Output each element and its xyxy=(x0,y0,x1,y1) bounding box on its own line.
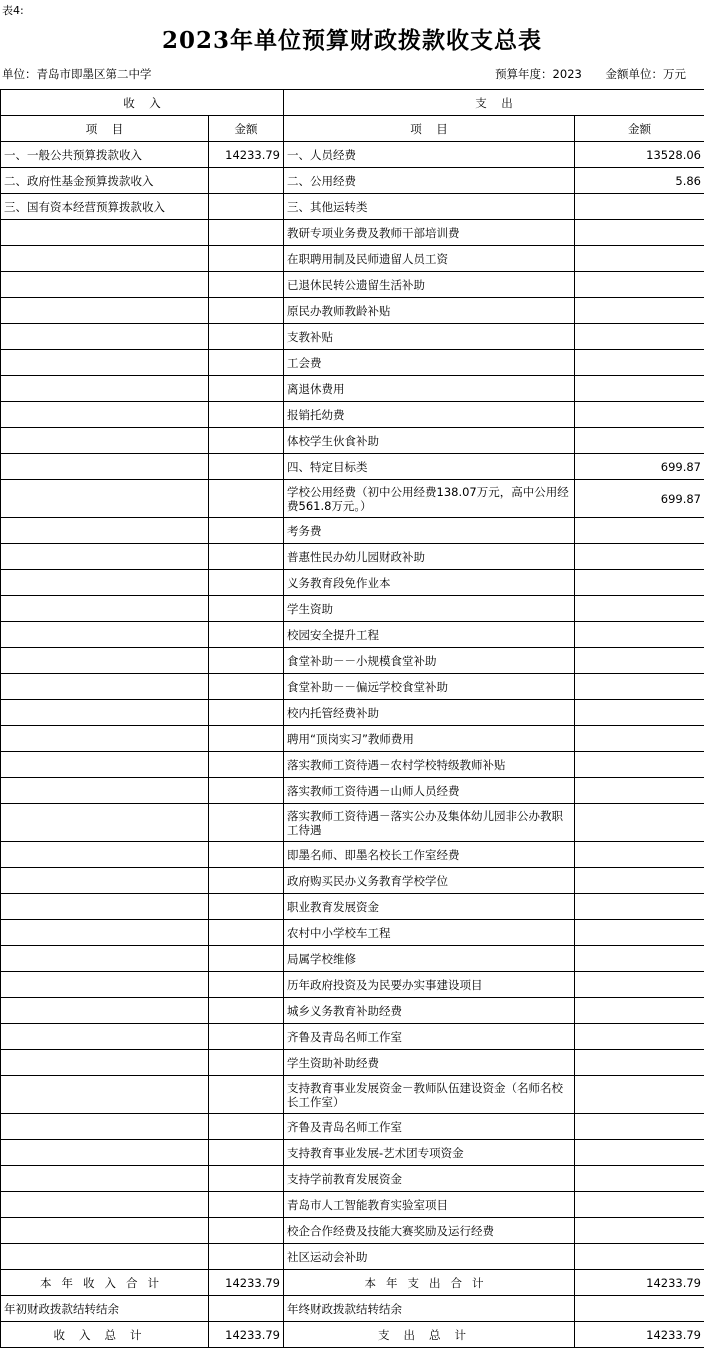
income-item-cell xyxy=(1,842,209,868)
expense-amount-header: 金额 xyxy=(575,116,704,142)
table-row xyxy=(1,402,704,428)
table-row xyxy=(1,220,704,246)
income-amount-cell xyxy=(209,220,284,246)
expense-item-cell: 落实教师工资待遇－落实公办及集体幼儿园非公办教职工待遇 xyxy=(284,804,575,842)
table-row xyxy=(1,570,704,596)
expense-item-cell: 支持教育事业发展-艺术团专项资金 xyxy=(284,1140,575,1166)
expense-amount-cell xyxy=(575,428,704,454)
income-amount-cell xyxy=(209,778,284,804)
expense-amount-cell xyxy=(575,1024,704,1050)
income-amount-cell xyxy=(209,804,284,842)
table-row xyxy=(1,726,704,752)
table-row xyxy=(1,298,704,324)
expense-item-cell: 落实教师工资待遇－农村学校特级教师补贴 xyxy=(284,752,575,778)
expense-item-cell: 已退休民转公遗留生活补助 xyxy=(284,272,575,298)
expense-item-cell: 支教补贴 xyxy=(284,324,575,350)
carry-out-label: 年终财政拨款结转结余 xyxy=(284,1296,575,1322)
income-amount-cell xyxy=(209,752,284,778)
expense-amount-cell xyxy=(575,752,704,778)
expense-total-value: 14233.79 xyxy=(575,1322,704,1348)
table-row xyxy=(1,920,704,946)
income-item-cell xyxy=(1,998,209,1024)
expense-item-cell: 齐鲁及青岛名师工作室 xyxy=(284,1024,575,1050)
expense-amount-cell xyxy=(575,518,704,544)
income-amount-cell xyxy=(209,246,284,272)
income-item-cell: 二、政府性基金预算拨款收入 xyxy=(1,168,209,194)
expense-item-cell: 普惠性民办幼儿园财政补助 xyxy=(284,544,575,570)
budget-year: 预算年度：2023 xyxy=(495,67,582,81)
expense-section-header: 支 出 xyxy=(284,90,704,116)
expense-item-cell: 学校公用经费（初中公用经费138.07万元，高中公用经费561.8万元。） xyxy=(284,480,575,518)
expense-amount-cell xyxy=(575,700,704,726)
income-amount-cell xyxy=(209,868,284,894)
expense-amount-cell xyxy=(575,1244,704,1270)
income-item-cell xyxy=(1,804,209,842)
amount-unit: 金额单位：万元 xyxy=(605,67,686,81)
expense-amount-cell xyxy=(575,920,704,946)
table-row xyxy=(1,376,704,402)
income-item-cell xyxy=(1,1192,209,1218)
page-title: 2023年单位预算财政拨款收支总表 xyxy=(161,27,542,54)
expense-item-cell: 食堂补助－－偏远学校食堂补助 xyxy=(284,674,575,700)
income-amount-cell xyxy=(209,454,284,480)
expense-item-cell: 教研专项业务费及教师干部培训费 xyxy=(284,220,575,246)
income-item-cell xyxy=(1,752,209,778)
expense-amount-cell xyxy=(575,894,704,920)
expense-amount-cell xyxy=(575,596,704,622)
income-amount-cell xyxy=(209,1050,284,1076)
table-row xyxy=(1,998,704,1024)
column-header-row xyxy=(1,116,704,142)
table-row xyxy=(1,596,704,622)
income-total-label: 收入总计 xyxy=(1,1322,209,1348)
income-item-cell xyxy=(1,894,209,920)
income-item-cell xyxy=(1,1050,209,1076)
table-row xyxy=(1,1050,704,1076)
expense-amount-cell xyxy=(575,946,704,972)
expense-item-cell: 齐鲁及青岛名师工作室 xyxy=(284,1114,575,1140)
table-row xyxy=(1,868,704,894)
income-amount-cell xyxy=(209,894,284,920)
budget-table xyxy=(0,89,704,1348)
income-amount-cell xyxy=(209,194,284,220)
income-item-cell xyxy=(1,596,209,622)
expense-amount-cell xyxy=(575,246,704,272)
income-amount-header: 金额 xyxy=(209,116,284,142)
income-amount-cell xyxy=(209,428,284,454)
income-amount-cell xyxy=(209,726,284,752)
carryover-row xyxy=(1,1296,704,1322)
expense-item-cell: 校企合作经费及技能大赛奖励及运行经费 xyxy=(284,1218,575,1244)
expense-item-cell: 四、特定目标类 xyxy=(284,454,575,480)
income-item-cell xyxy=(1,376,209,402)
income-amount-cell xyxy=(209,674,284,700)
income-item-cell xyxy=(1,272,209,298)
expense-subtotal-value: 14233.79 xyxy=(575,1270,704,1296)
carry-out-value xyxy=(575,1296,704,1322)
income-amount-cell xyxy=(209,376,284,402)
table-row xyxy=(1,1192,704,1218)
expense-amount-cell xyxy=(575,272,704,298)
expense-item-cell: 一、人员经费 xyxy=(284,142,575,168)
table-row xyxy=(1,1114,704,1140)
table-row xyxy=(1,648,704,674)
table-row xyxy=(1,1140,704,1166)
expense-item-cell: 城乡义务教育补助经费 xyxy=(284,998,575,1024)
table-row xyxy=(1,168,704,194)
expense-item-cell: 在职聘用制及民师遗留人员工资 xyxy=(284,246,575,272)
table-row xyxy=(1,778,704,804)
expense-subtotal-label: 本年支出合计 xyxy=(284,1270,575,1296)
income-item-cell xyxy=(1,648,209,674)
expense-item-cell: 局属学校维修 xyxy=(284,946,575,972)
income-item-cell xyxy=(1,726,209,752)
expense-item-cell: 支持学前教育发展资金 xyxy=(284,1166,575,1192)
table-row xyxy=(1,674,704,700)
income-amount-cell xyxy=(209,272,284,298)
income-item-cell xyxy=(1,298,209,324)
expense-amount-cell: 5.86 xyxy=(575,168,704,194)
expense-amount-cell xyxy=(575,1166,704,1192)
income-item-cell xyxy=(1,1114,209,1140)
expense-amount-cell xyxy=(575,376,704,402)
income-amount-cell xyxy=(209,972,284,998)
table-row xyxy=(1,518,704,544)
income-amount-cell xyxy=(209,596,284,622)
table-row xyxy=(1,1244,704,1270)
expense-item-cell: 校园安全提升工程 xyxy=(284,622,575,648)
carry-in-value xyxy=(209,1296,284,1322)
expense-item-cell: 支持教育事业发展资金－教师队伍建设资金（名师名校长工作室） xyxy=(284,1076,575,1114)
expense-amount-cell xyxy=(575,324,704,350)
expense-item-cell: 农村中小学校车工程 xyxy=(284,920,575,946)
expense-item-cell: 即墨名师、即墨名校长工作室经费 xyxy=(284,842,575,868)
table-row xyxy=(1,480,704,518)
table-row xyxy=(1,700,704,726)
income-amount-cell xyxy=(209,842,284,868)
table-row xyxy=(1,972,704,998)
carry-in-label: 年初财政拨款结转结余 xyxy=(1,1296,209,1322)
unit-name: 单位：青岛市即墨区第二中学 xyxy=(2,67,152,81)
table-row xyxy=(1,1218,704,1244)
income-subtotal-value: 14233.79 xyxy=(209,1270,284,1296)
expense-amount-cell xyxy=(575,298,704,324)
expense-amount-cell xyxy=(575,544,704,570)
expense-item-cell: 义务教育段免作业本 xyxy=(284,570,575,596)
expense-amount-cell: 13528.06 xyxy=(575,142,704,168)
income-amount-cell xyxy=(209,298,284,324)
expense-item-cell: 政府购买民办义务教育学校学位 xyxy=(284,868,575,894)
expense-amount-cell xyxy=(575,648,704,674)
expense-amount-cell xyxy=(575,1114,704,1140)
income-item-cell xyxy=(1,674,209,700)
income-amount-cell xyxy=(209,324,284,350)
income-item-cell xyxy=(1,868,209,894)
table-row xyxy=(1,142,704,168)
expense-item-cell: 体校学生伙食补助 xyxy=(284,428,575,454)
table-row xyxy=(1,272,704,298)
income-item-cell xyxy=(1,1024,209,1050)
income-item-cell xyxy=(1,518,209,544)
income-item-cell xyxy=(1,778,209,804)
section-header-row xyxy=(1,90,704,116)
income-item-cell xyxy=(1,1244,209,1270)
expense-item-cell: 校内托管经费补助 xyxy=(284,700,575,726)
income-item-cell xyxy=(1,480,209,518)
table-row xyxy=(1,1024,704,1050)
expense-amount-cell xyxy=(575,726,704,752)
table-row xyxy=(1,1166,704,1192)
expense-amount-cell xyxy=(575,402,704,428)
budget-meta xyxy=(475,66,686,82)
income-amount-cell xyxy=(209,946,284,972)
table-row xyxy=(1,804,704,842)
income-amount-cell xyxy=(209,518,284,544)
income-amount-cell xyxy=(209,544,284,570)
table-row xyxy=(1,454,704,480)
income-item-cell xyxy=(1,220,209,246)
expense-item-cell: 历年政府投资及为民要办实事建设项目 xyxy=(284,972,575,998)
table-row xyxy=(1,324,704,350)
expense-total-label: 支出总计 xyxy=(284,1322,575,1348)
table-row xyxy=(1,428,704,454)
income-item-cell xyxy=(1,920,209,946)
income-item-cell xyxy=(1,1076,209,1114)
expense-amount-cell xyxy=(575,868,704,894)
expense-amount-cell xyxy=(575,778,704,804)
income-amount-cell xyxy=(209,168,284,194)
income-amount-cell xyxy=(209,1218,284,1244)
expense-amount-cell: 699.87 xyxy=(575,454,704,480)
income-amount-cell xyxy=(209,1114,284,1140)
income-item-header: 项 目 xyxy=(1,116,209,142)
income-amount-cell xyxy=(209,1166,284,1192)
expense-amount-cell xyxy=(575,622,704,648)
expense-amount-cell xyxy=(575,350,704,376)
expense-item-cell: 学生资助补助经费 xyxy=(284,1050,575,1076)
expense-amount-cell xyxy=(575,1218,704,1244)
income-item-cell xyxy=(1,1218,209,1244)
income-amount-cell xyxy=(209,570,284,596)
expense-item-cell: 职业教育发展资金 xyxy=(284,894,575,920)
expense-item-header: 项 目 xyxy=(284,116,575,142)
expense-item-cell: 食堂补助－－小规模食堂补助 xyxy=(284,648,575,674)
income-item-cell: 一、一般公共预算拨款收入 xyxy=(1,142,209,168)
table-row xyxy=(1,842,704,868)
expense-item-cell: 三、其他运转类 xyxy=(284,194,575,220)
income-amount-cell xyxy=(209,1024,284,1050)
table-row xyxy=(1,194,704,220)
table-row xyxy=(1,752,704,778)
income-amount-cell xyxy=(209,350,284,376)
income-amount-cell xyxy=(209,1244,284,1270)
expense-item-cell: 工会费 xyxy=(284,350,575,376)
table-row xyxy=(1,544,704,570)
expense-amount-cell xyxy=(575,570,704,596)
expense-amount-cell xyxy=(575,1192,704,1218)
expense-item-cell: 离退休费用 xyxy=(284,376,575,402)
expense-amount-cell: 699.87 xyxy=(575,480,704,518)
expense-amount-cell xyxy=(575,1076,704,1114)
income-item-cell xyxy=(1,570,209,596)
expense-item-cell: 社区运动会补助 xyxy=(284,1244,575,1270)
expense-item-cell: 落实教师工资待遇－山师人员经费 xyxy=(284,778,575,804)
expense-item-cell: 报销托幼费 xyxy=(284,402,575,428)
table-row xyxy=(1,946,704,972)
expense-item-cell: 青岛市人工智能教育实验室项目 xyxy=(284,1192,575,1218)
income-item-cell xyxy=(1,544,209,570)
income-amount-cell xyxy=(209,1076,284,1114)
expense-item-cell: 学生资助 xyxy=(284,596,575,622)
expense-amount-cell xyxy=(575,804,704,842)
income-item-cell xyxy=(1,972,209,998)
income-amount-cell xyxy=(209,622,284,648)
expense-amount-cell xyxy=(575,972,704,998)
income-subtotal-label: 本年收入合计 xyxy=(1,1270,209,1296)
income-amount-cell xyxy=(209,480,284,518)
income-amount-cell xyxy=(209,998,284,1024)
income-amount-cell: 14233.79 xyxy=(209,142,284,168)
expense-item-cell: 考务费 xyxy=(284,518,575,544)
income-amount-cell xyxy=(209,1140,284,1166)
income-section-header: 收 入 xyxy=(1,90,284,116)
income-item-cell xyxy=(1,1166,209,1192)
subtotal-row xyxy=(1,1270,704,1296)
table-number-label: 表4: xyxy=(2,4,24,17)
income-item-cell xyxy=(1,324,209,350)
table-row xyxy=(1,894,704,920)
income-item-cell xyxy=(1,402,209,428)
income-item-cell xyxy=(1,454,209,480)
expense-amount-cell xyxy=(575,194,704,220)
income-item-cell: 三、国有资本经营预算拨款收入 xyxy=(1,194,209,220)
table-row xyxy=(1,246,704,272)
income-amount-cell xyxy=(209,1192,284,1218)
income-amount-cell xyxy=(209,402,284,428)
income-amount-cell xyxy=(209,920,284,946)
table-row xyxy=(1,622,704,648)
income-item-cell xyxy=(1,700,209,726)
income-item-cell xyxy=(1,350,209,376)
expense-item-cell: 聘用“顶岗实习”教师费用 xyxy=(284,726,575,752)
expense-amount-cell xyxy=(575,1050,704,1076)
expense-amount-cell xyxy=(575,998,704,1024)
expense-item-cell: 二、公用经费 xyxy=(284,168,575,194)
expense-amount-cell xyxy=(575,842,704,868)
table-row xyxy=(1,1076,704,1114)
income-amount-cell xyxy=(209,700,284,726)
income-item-cell xyxy=(1,246,209,272)
income-total-value: 14233.79 xyxy=(209,1322,284,1348)
expense-amount-cell xyxy=(575,220,704,246)
income-amount-cell xyxy=(209,648,284,674)
income-item-cell xyxy=(1,946,209,972)
expense-amount-cell xyxy=(575,1140,704,1166)
income-item-cell xyxy=(1,622,209,648)
expense-amount-cell xyxy=(575,674,704,700)
expense-item-cell: 原民办教师教龄补贴 xyxy=(284,298,575,324)
grand-total-row xyxy=(1,1322,704,1348)
table-row xyxy=(1,350,704,376)
income-item-cell xyxy=(1,1140,209,1166)
income-item-cell xyxy=(1,428,209,454)
